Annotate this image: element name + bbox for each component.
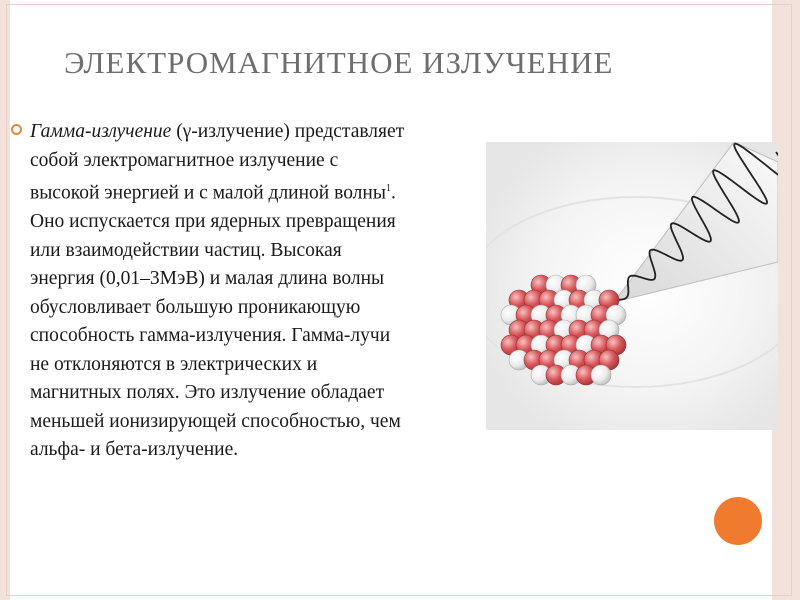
body-line-10: магнитных полях. Это излучение обладает [30, 382, 385, 403]
footnote-mark: 1 [385, 183, 391, 194]
body-line-1: Гамма-излучение (γ-излучение) представляет [30, 121, 405, 142]
body-line-2: собой электромагнитное излучение с [30, 149, 339, 171]
body-line-11: меньшей ионизирующей способностью, чем [30, 410, 401, 432]
neutron-sphere [591, 365, 611, 385]
nucleus-illustration [501, 275, 626, 385]
body-text [30, 118, 492, 465]
body-line-5: или взаимодействии частиц. Высокая [30, 239, 342, 261]
body-line-6: энергия (0,01–3МэВ) и малая длина волны [30, 268, 385, 289]
body-line-3: высокой энергией и с малой длиной волны$^1$. [30, 182, 396, 204]
body-line-4: Оно испускается при ядерных превращения [30, 211, 396, 232]
body-line-8: способность гамма-излучения. Гамма-лучи [30, 325, 391, 346]
body-line-12: альфа- и бета-излучение. [30, 439, 239, 460]
gamma-illustration [486, 142, 778, 430]
slide-title: ЭЛЕКТРОМАГНИТНОЕ ИЗЛУЧЕНИЕ [64, 45, 614, 80]
orange-circle-decoration [714, 497, 762, 545]
bullet-icon [11, 124, 22, 135]
term-gamma: Гамма-излучение [30, 121, 172, 142]
body-line-9: не отклоняются в электрических и [30, 353, 318, 375]
body-line-7: обусловливает большую проникающую [30, 296, 361, 318]
